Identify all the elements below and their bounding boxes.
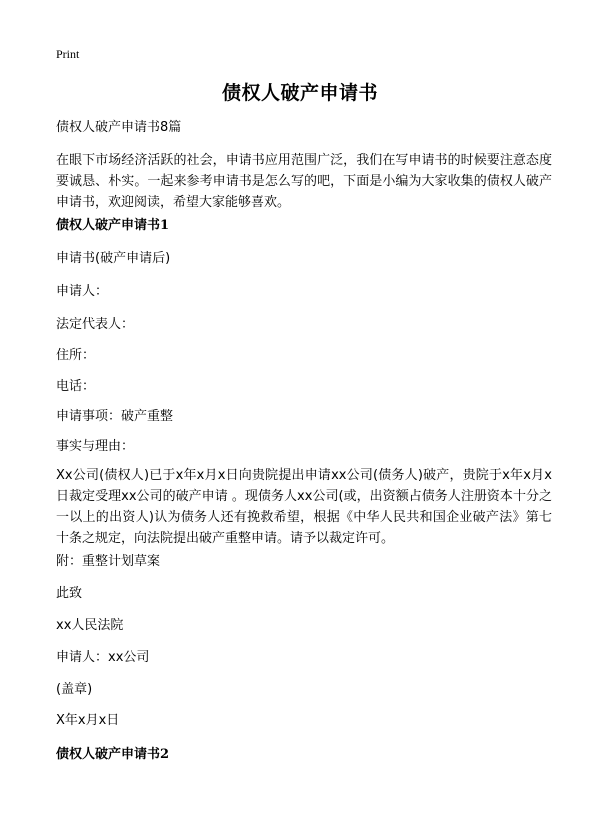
print-label[interactable]: Print: [56, 47, 80, 61]
seal-line: (盖章): [56, 682, 93, 697]
signer-line: 申请人：xx公司: [56, 650, 150, 665]
document-title: 债权人破产申请书: [221, 82, 378, 104]
phone-line: 电话：: [56, 379, 96, 394]
doc-type-line: 申请书(破产申请后): [56, 251, 171, 266]
legal-rep-line: 法定代表人：: [56, 317, 135, 332]
section-heading-2: 债权人破产申请书2: [56, 747, 170, 762]
body-paragraph: Xx公司(债权人)已于x年x月x日向贵院提出申请xx公司(债务人)破产，贵院于x年x月x日裁定受理xx公司的破产申请 。现债务人xx公司(或，出资额占债务人注册资本十分之一以上的出资人)认为债务人还有挽救希望，根据《中华人民共和国企业破产法》第七十条之规定，向法院提出破产重整申请。请予以裁定许可。: [56, 468, 552, 546]
date-line: X年x月x日: [56, 713, 120, 728]
section-heading-1: 债权人破产申请书1: [56, 218, 170, 233]
matter-line: 申请事项：破产重整: [56, 409, 174, 424]
intro-paragraph: 在眼下市场经济活跃的社会，申请书应用范围广泛，我们在写申请书的时候要注意态度要诚恳、朴实。一起来参考申请书是怎么写的吧，下面是小编为大家收集的债权人破产申请书，欢迎阅读，希望大家能够喜欢。: [56, 153, 552, 210]
attachment-line: 附：重整计划草案: [56, 554, 161, 569]
court-line: xx人民法院: [56, 618, 124, 633]
address-line: 住所：: [56, 348, 96, 363]
reasons-line: 事实与理由：: [56, 439, 135, 454]
document-subtitle: 债权人破产申请书8篇: [56, 120, 182, 135]
applicant-line: 申请人：: [56, 284, 109, 299]
salutation-line: 此致: [56, 586, 83, 601]
